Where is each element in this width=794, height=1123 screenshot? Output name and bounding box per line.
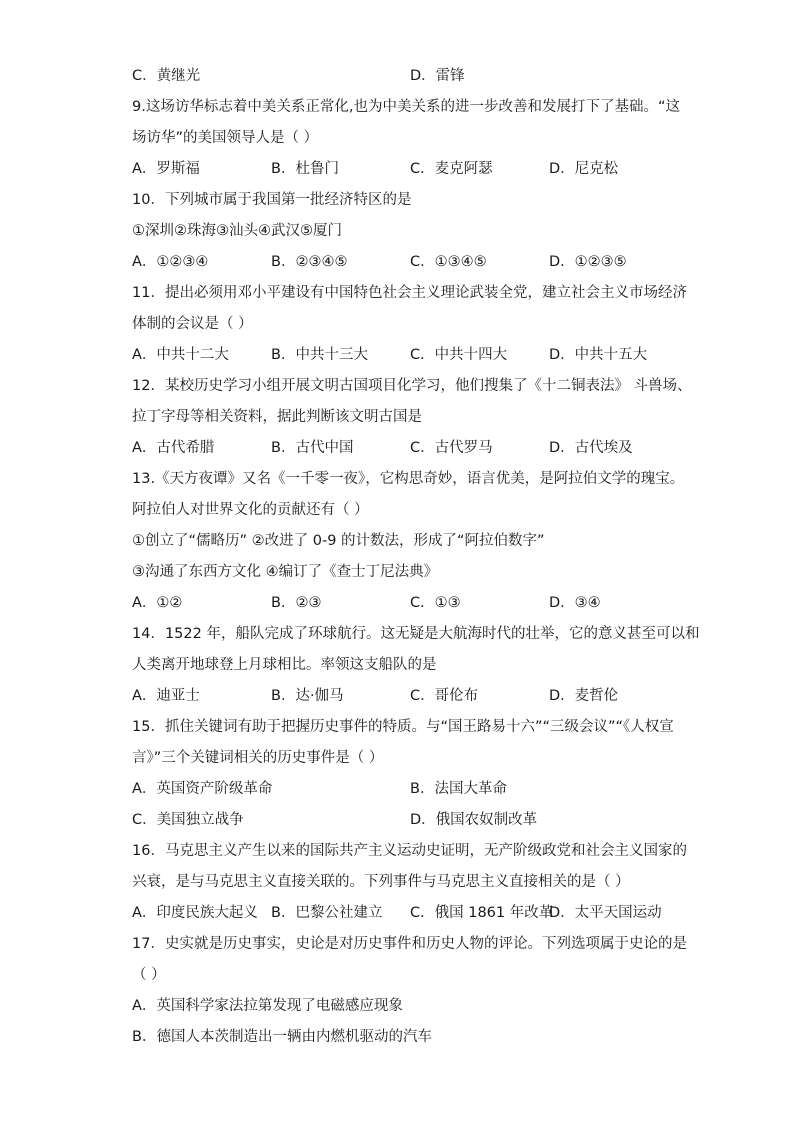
question-text-line: 9.这场访华标志着中美关系正常化,也为中美关系的进一步改善和发展打下了基础。“这 <box>132 99 680 115</box>
question-text-line: 16．马克思主义产生以来的国际共产主义运动史证明，无产阶级政党和社会主义国家的 <box>132 843 687 859</box>
answer-option: B．达·伽马 <box>271 688 344 704</box>
question-text-line: 11．提出必须用邓小平建设有中国特色社会主义理论武装全党，建立社会主义市场经济 <box>132 285 687 301</box>
answer-option: C．哥伦布 <box>410 688 479 704</box>
answer-option: A．中共十二大 <box>132 347 229 363</box>
question-text-line: 17．史实就是历史事实，史论是对历史事件和历史人物的评论。下列选项属于史论的是 <box>132 936 687 952</box>
question-text-line: 场访华”的美国领导人是（ ） <box>132 130 319 146</box>
question-text-line: 人类离开地球登上月球相比。率领这支船队的是 <box>132 657 437 673</box>
answer-option: C．①③ <box>410 595 461 611</box>
options-row <box>132 340 672 371</box>
answer-option: A．印度民族大起义 <box>132 905 258 921</box>
options-row <box>132 247 672 278</box>
answer-option: A．英国资产阶级革命 <box>132 781 273 797</box>
question-text-line: 阿拉伯人对世界文化的贡献还有（ ） <box>132 502 369 518</box>
question-text-line: 体制的会议是（ ） <box>132 316 253 332</box>
answer-option: A．迪亚士 <box>132 688 200 704</box>
question-text-line: 13.《天方夜谭》又名《一千零一夜》，它构思奇妙，语言优美，是阿拉伯文学的瑰宝。 <box>132 471 685 487</box>
question-text-line: 兴衰，是与马克思主义直接关联的。下列事件与马克思主义直接相关的是（ ） <box>132 874 630 890</box>
question-text-line: ①创立了“儒略历” ②改进了 0-9 的计数法，形成了“阿拉伯数字” <box>132 533 545 549</box>
answer-option: D．俄国农奴制改革 <box>410 812 538 828</box>
options-row <box>132 61 672 92</box>
answer-option: D．麦哲伦 <box>549 688 619 704</box>
answer-option: B．②③④⑤ <box>271 254 348 270</box>
question-text-line: B．德国人本茨制造出一辆由内燃机驱动的汽车 <box>132 1029 432 1045</box>
answer-option: A．①② <box>132 595 183 611</box>
answer-option: C．黄继光 <box>132 68 201 84</box>
question-text-line: 10．下列城市属于我国第一批经济特区的是 <box>132 192 412 208</box>
question-text-line: ③沟通了东西方文化 ④编订了《查士丁尼法典》 <box>132 564 439 580</box>
answer-option: C．①③④⑤ <box>410 254 487 270</box>
answer-option: D．①②③⑤ <box>549 254 627 270</box>
question-text-line: ①深圳②珠海③汕头④武汉⑤厦门 <box>132 223 342 239</box>
answer-option: A．古代希腊 <box>132 440 215 456</box>
answer-option: C．古代罗马 <box>410 440 493 456</box>
options-row <box>132 433 672 464</box>
options-row <box>132 805 672 836</box>
answer-option: D．古代埃及 <box>549 440 633 456</box>
answer-option: C．美国独立战争 <box>132 812 244 828</box>
answer-option: D．雷锋 <box>410 68 465 84</box>
answer-option: C．中共十四大 <box>410 347 508 363</box>
answer-option: D．中共十五大 <box>549 347 648 363</box>
question-text-line: （ ） <box>132 967 166 983</box>
answer-option: D．③④ <box>549 595 601 611</box>
answer-option: B．②③ <box>271 595 322 611</box>
question-text-line: 14．1522 年，船队完成了环球航行。这无疑是大航海时代的壮举，它的意义甚至可以和 <box>132 626 700 642</box>
exam-page <box>132 61 700 1053</box>
options-row <box>132 898 672 929</box>
answer-option: B．中共十三大 <box>271 347 368 363</box>
question-text-line: 15．抓住关键词有助于把握历史事件的特质。与“国王路易十六”“三级会议”“《人权宣 <box>132 719 674 735</box>
question-text-line: 拉丁字母等相关资料，据此判断该文明古国是 <box>132 409 422 425</box>
answer-option: B．法国大革命 <box>410 781 507 797</box>
answer-option: C．俄国 1861 年改革 <box>410 905 554 921</box>
answer-option: A．罗斯福 <box>132 161 200 177</box>
question-text-line: 12．某校历史学习小组开展文明古国项目化学习，他们搜集了《十二铜表法》 斗兽场、 <box>132 378 692 394</box>
options-row <box>132 588 672 619</box>
answer-option: C．麦克阿瑟 <box>410 161 493 177</box>
options-row <box>132 681 672 712</box>
options-row <box>132 154 672 185</box>
answer-option: B．杜鲁门 <box>271 161 339 177</box>
answer-option: B．古代中国 <box>271 440 354 456</box>
question-text-line: 言》”三个关键词相关的历史事件是（ ） <box>132 750 384 766</box>
answer-option: A．①②③④ <box>132 254 209 270</box>
answer-option: D．尼克松 <box>549 161 619 177</box>
options-row <box>132 774 672 805</box>
answer-option: B．巴黎公社建立 <box>271 905 383 921</box>
answer-option: D．太平天国运动 <box>549 905 662 921</box>
question-text-line: A．英国科学家法拉第发现了电磁感应现象 <box>132 998 403 1014</box>
